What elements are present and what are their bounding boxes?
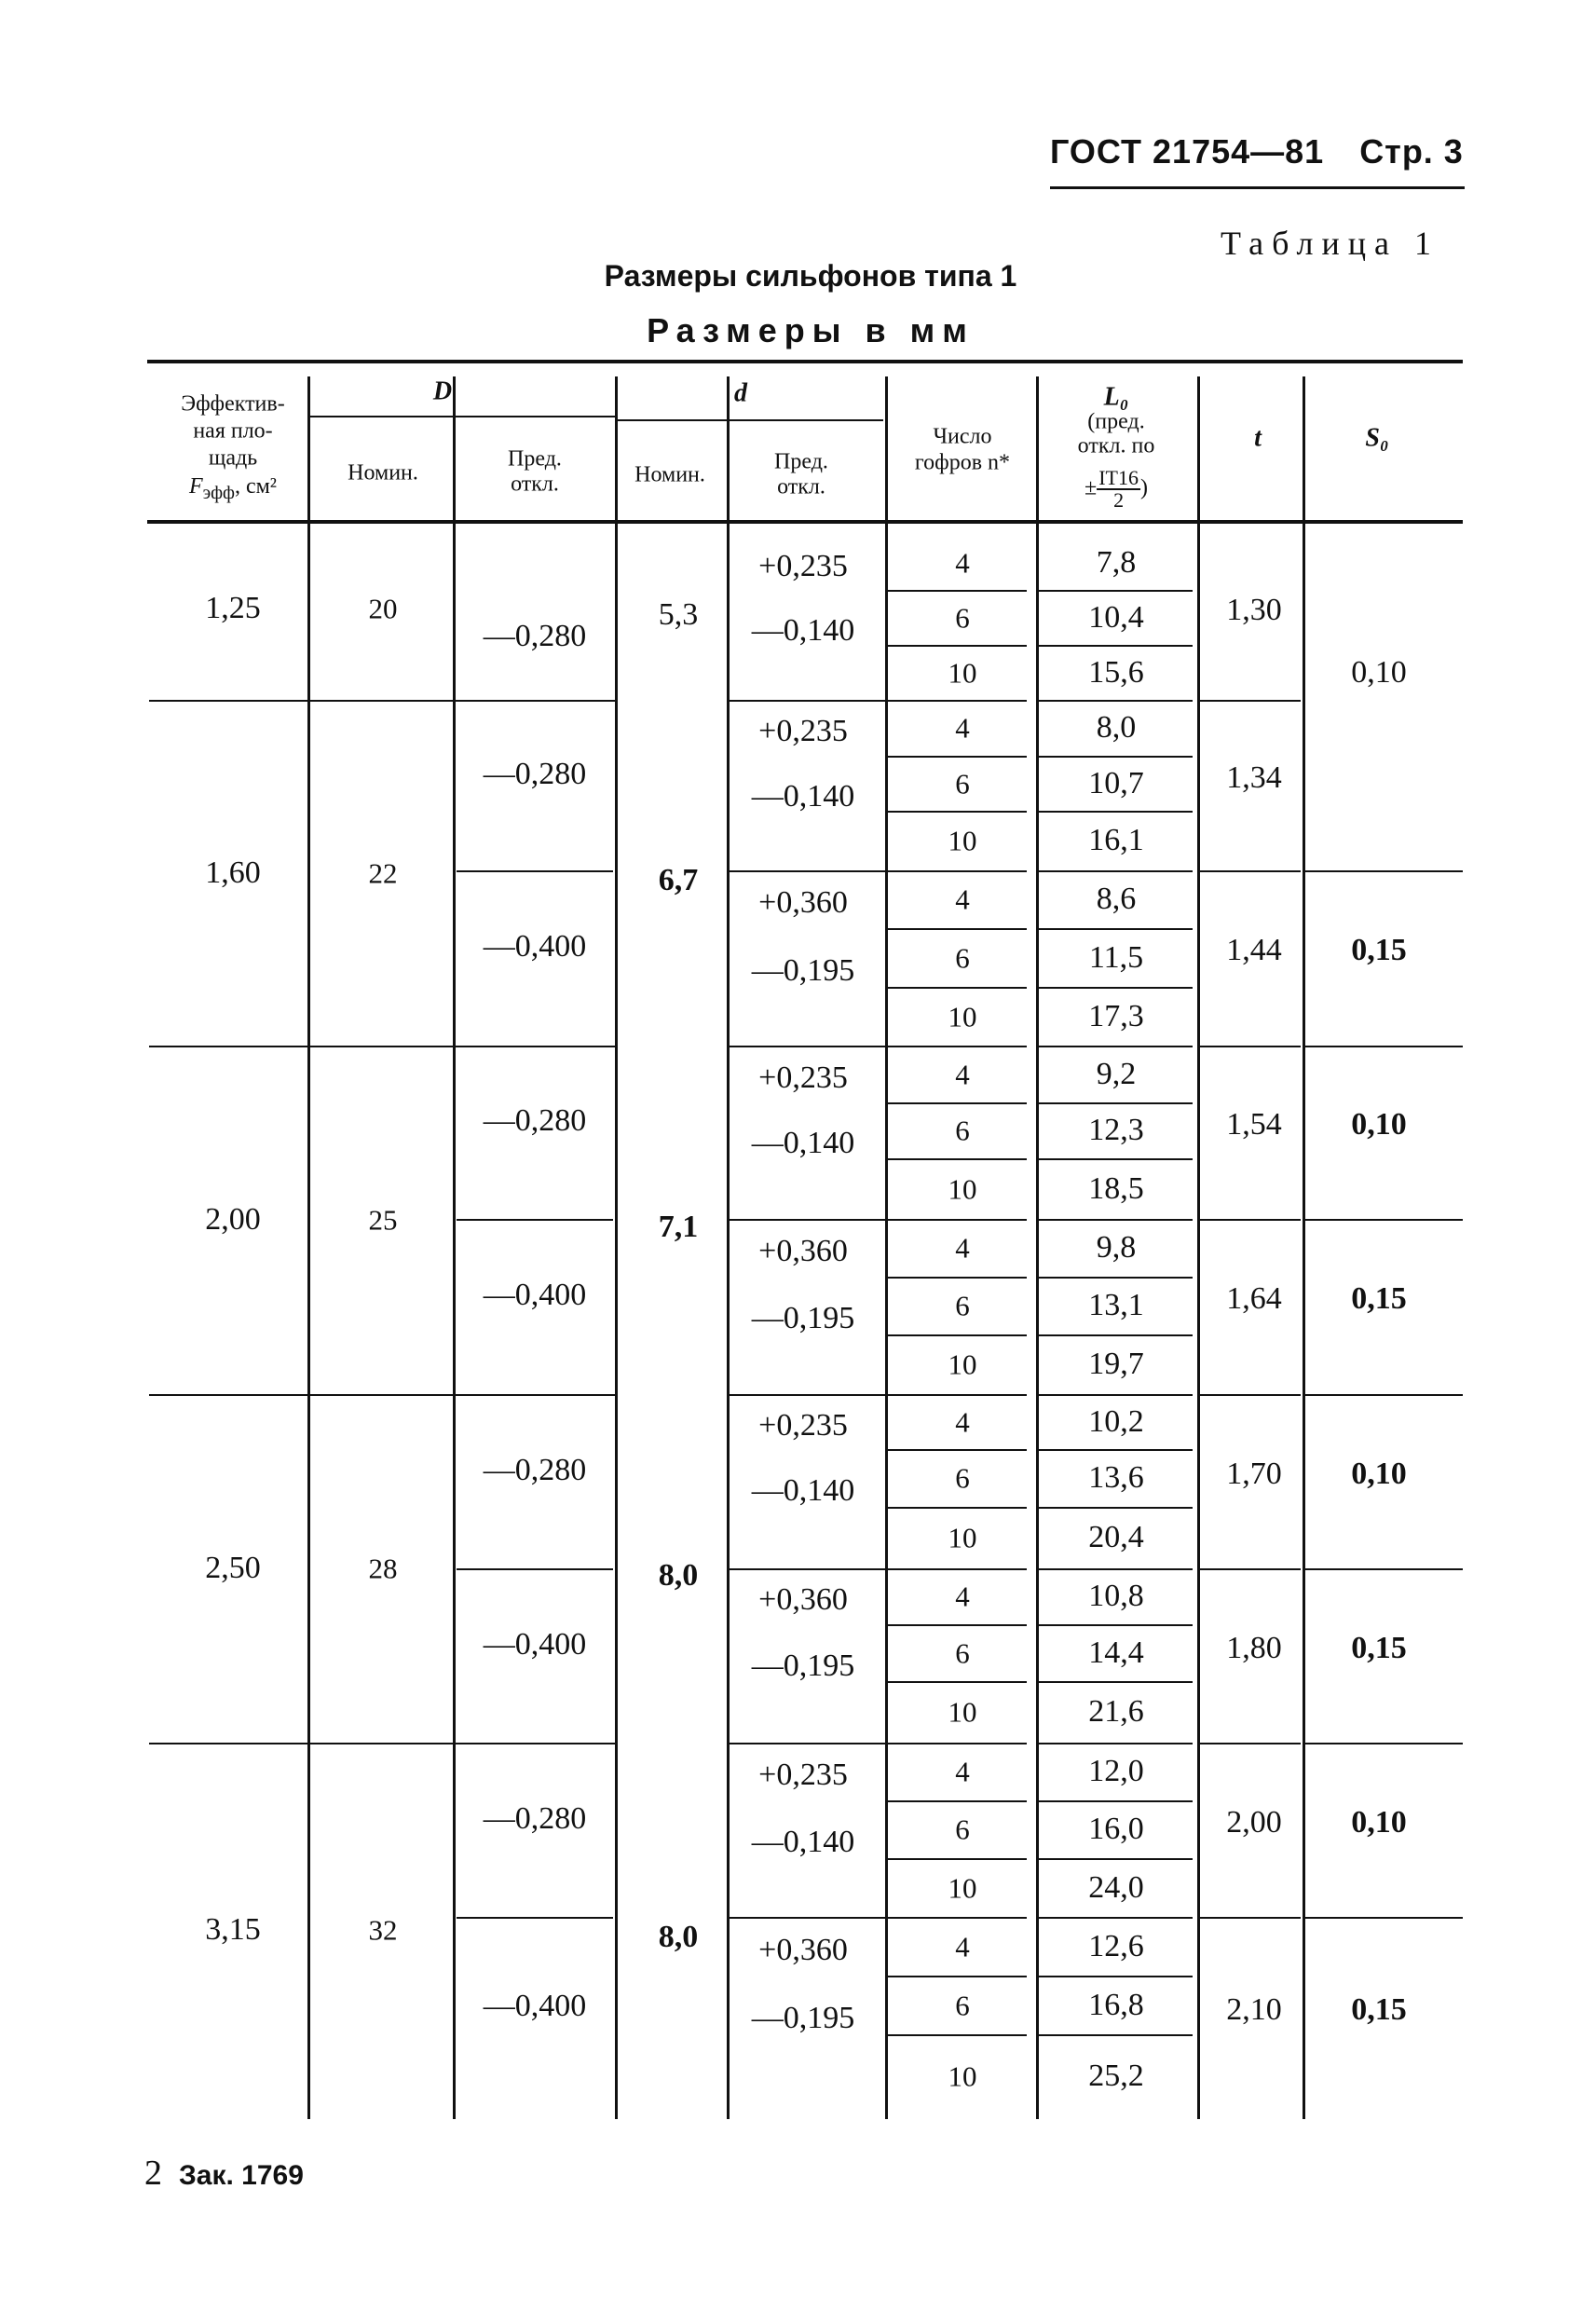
- cell-t: 1,70: [1226, 1456, 1282, 1491]
- L-row-separator: [1039, 1046, 1193, 1047]
- header-area-symbol: $F_{эфф}$, см²: [189, 474, 277, 503]
- header-D-nom: Номин.: [348, 460, 418, 486]
- cell-S0: 0,15: [1351, 1281, 1407, 1316]
- group-separator: [149, 1046, 615, 1047]
- cell-S0: 0,10: [1351, 1107, 1407, 1142]
- cell-L0: 13,6: [1088, 1460, 1144, 1495]
- n-row-separator: [887, 2034, 1027, 2036]
- cell-d-nom: 7,1: [658, 1210, 699, 1244]
- column-rule: [307, 376, 310, 2119]
- d-dev-separator: [729, 1394, 885, 1396]
- cell-area: 3,15: [205, 1912, 261, 1947]
- cell-t: 1,44: [1226, 933, 1282, 967]
- cell-L0: 21,6: [1088, 1694, 1144, 1729]
- L-row-separator: [1039, 756, 1193, 758]
- cell-d-lower: —0,140: [751, 778, 855, 814]
- n-row-separator: [887, 870, 1027, 872]
- s-separator: [1304, 1046, 1463, 1047]
- group-separator: [149, 1394, 615, 1396]
- d-dev-separator: [729, 1743, 885, 1744]
- cell-d-lower: —0,140: [751, 1126, 855, 1160]
- area-symbol: F: [189, 474, 203, 499]
- n-row-separator: [887, 1277, 1027, 1279]
- cell-L0: 16,0: [1088, 1812, 1144, 1846]
- L-row-separator: [1039, 1681, 1193, 1683]
- cell-n: 10: [948, 1000, 977, 1033]
- header-S0: S₀: [1365, 423, 1389, 453]
- header-D-subrule: [309, 416, 615, 417]
- n-row-separator: [887, 1917, 1027, 1919]
- cell-n: 4: [955, 1058, 970, 1090]
- n-row-separator: [887, 1568, 1027, 1570]
- area-unit: см²: [245, 474, 277, 499]
- cell-d-lower: —0,140: [751, 612, 855, 648]
- cell-n: 4: [955, 1755, 970, 1788]
- n-row-separator: [887, 756, 1027, 758]
- cell-n: 4: [955, 1405, 970, 1438]
- tolerance-fraction: [1097, 468, 1140, 511]
- L-row-separator: [1039, 2034, 1193, 2036]
- cell-L0: 11,5: [1088, 939, 1144, 975]
- cell-t: 1,80: [1226, 1630, 1282, 1665]
- cell-L0: 25,2: [1088, 2058, 1144, 2093]
- n-row-separator: [887, 1219, 1027, 1221]
- cell-D-dev: —0,400: [483, 1626, 587, 1662]
- n-row-separator: [887, 1858, 1027, 1860]
- s-separator: [1304, 1394, 1463, 1396]
- block-separator: [457, 1917, 613, 1919]
- header-L0: L₀: [1103, 382, 1129, 412]
- cell-L0: 8,0: [1096, 710, 1137, 745]
- area-subscript: эфф: [202, 482, 235, 503]
- cell-area: 2,50: [205, 1551, 261, 1585]
- n-row-separator: [887, 1624, 1027, 1626]
- n-row-separator: [887, 1743, 1027, 1744]
- cell-n: 4: [955, 1231, 970, 1265]
- L-row-separator: [1039, 1917, 1193, 1919]
- cell-n: 6: [955, 941, 970, 974]
- d-dev-separator: [729, 870, 885, 872]
- L-row-separator: [1039, 1394, 1193, 1396]
- cell-D-dev: —0,280: [483, 1800, 587, 1836]
- group-separator: [149, 1743, 615, 1744]
- cell-d-lower: —0,195: [751, 1301, 855, 1335]
- t-block-separator: [1200, 1046, 1301, 1047]
- cell-L0: 20,4: [1088, 1520, 1144, 1554]
- cell-n: 4: [955, 882, 970, 916]
- cell-d-upper: +0,235: [758, 1060, 848, 1095]
- cell-t: 1,64: [1226, 1281, 1282, 1316]
- cell-L0: 7,8: [1096, 545, 1137, 580]
- L-row-separator: [1039, 700, 1193, 702]
- cell-D-nom: 20: [368, 592, 398, 625]
- cell-n: 6: [955, 1114, 970, 1147]
- cell-d-nom: 8,0: [658, 1558, 699, 1593]
- cell-n: 10: [948, 1521, 977, 1554]
- cell-d-lower: —0,140: [751, 1473, 855, 1508]
- units-caption: Размеры в мм: [647, 311, 975, 349]
- n-row-separator: [887, 590, 1027, 592]
- L-row-separator: [1039, 1976, 1193, 1977]
- order-number: Зак. 1769: [179, 2160, 304, 2191]
- table-number: Таблица 1: [1221, 225, 1439, 262]
- t-block-separator: [1200, 1568, 1301, 1570]
- cell-S0: 0,15: [1351, 1991, 1407, 2027]
- header-d-nom: Номин.: [634, 462, 705, 487]
- cell-L0: 12,0: [1088, 1754, 1144, 1788]
- cell-d-nom: 5,3: [658, 597, 699, 632]
- table-title: Размеры сильфонов типа 1: [604, 259, 1017, 293]
- closing-parenthesis: ): [1139, 475, 1148, 500]
- cell-d-upper: +0,235: [758, 714, 848, 748]
- d-dev-separator: [729, 1046, 885, 1047]
- cell-D-dev: —0,280: [483, 756, 587, 791]
- fraction-numerator: IT16: [1098, 466, 1139, 489]
- cell-n: 6: [955, 1813, 970, 1846]
- s-separator: [1304, 1743, 1463, 1744]
- cell-area: 1,60: [205, 855, 261, 890]
- d-dev-separator: [729, 1917, 885, 1919]
- table-top-rule: [147, 360, 1463, 363]
- cell-L0: 24,0: [1088, 1869, 1144, 1905]
- cell-n: 6: [955, 1289, 970, 1322]
- block-separator: [457, 1219, 613, 1221]
- cell-area: 2,00: [205, 1202, 261, 1237]
- n-row-separator: [887, 645, 1027, 647]
- cell-L0: 12,6: [1088, 1928, 1144, 1963]
- L-row-separator: [1039, 1800, 1193, 1802]
- cell-d-upper: +0,235: [758, 1758, 848, 1792]
- L-row-separator: [1039, 811, 1193, 813]
- cell-n: 4: [955, 711, 970, 745]
- cell-n: 10: [948, 1871, 977, 1904]
- cell-L0: 10,2: [1088, 1403, 1144, 1439]
- cell-L0: 8,6: [1096, 882, 1137, 916]
- cell-D-dev: —0,280: [483, 619, 587, 653]
- cell-S0: 0,10: [1351, 1456, 1407, 1491]
- n-row-separator: [887, 1507, 1027, 1509]
- t-block-separator: [1200, 870, 1301, 872]
- group-separator: [149, 700, 615, 702]
- cell-d-upper: +0,360: [758, 1234, 848, 1268]
- column-rule: [1197, 376, 1200, 2119]
- footer-page-number: 2: [144, 2154, 162, 2193]
- cell-S0: 0,15: [1351, 1630, 1407, 1665]
- n-row-separator: [887, 1681, 1027, 1683]
- cell-t: 1,34: [1226, 759, 1282, 795]
- cell-t: 2,10: [1226, 1991, 1282, 2027]
- header-L0-fraction: [1084, 468, 1148, 511]
- L-row-separator: [1039, 928, 1193, 930]
- n-row-separator: [887, 928, 1027, 930]
- cell-d-upper: +0,360: [758, 1582, 848, 1617]
- fraction-denominator: 2: [1113, 488, 1125, 512]
- cell-n: 4: [955, 546, 970, 580]
- cell-L0: 18,5: [1088, 1170, 1144, 1206]
- page-label: Стр. 3: [1359, 132, 1464, 171]
- running-header: [1050, 132, 1465, 171]
- cell-n: 4: [955, 1930, 970, 1963]
- n-row-separator: [887, 1046, 1027, 1047]
- L-row-separator: [1039, 1102, 1193, 1104]
- L-row-separator: [1039, 870, 1193, 872]
- column-rule: [615, 376, 618, 2119]
- cell-L0: 14,4: [1088, 1635, 1144, 1670]
- cell-d-lower: —0,140: [751, 1825, 855, 1859]
- cell-d-upper: +0,235: [758, 1407, 848, 1443]
- cell-L0: 19,7: [1088, 1347, 1144, 1381]
- header-bottom-rule: [147, 520, 1463, 524]
- header-n-line-1: Число: [933, 424, 992, 449]
- s-separator: [1304, 1219, 1463, 1221]
- plus-minus-sign: ±: [1084, 475, 1098, 500]
- cell-d-lower: —0,195: [751, 1648, 855, 1683]
- n-row-separator: [887, 1976, 1027, 1977]
- cell-n: 10: [948, 1348, 977, 1381]
- t-block-separator: [1200, 1917, 1301, 1919]
- cell-D-dev: —0,280: [483, 1103, 587, 1138]
- header-d-subrule: [617, 419, 883, 421]
- cell-L0: 9,8: [1096, 1230, 1137, 1265]
- block-separator: [457, 1568, 613, 1570]
- n-row-separator: [887, 1158, 1027, 1160]
- header-D-dev-line-1: Пред.: [508, 446, 562, 472]
- cell-L0: 10,7: [1088, 765, 1144, 800]
- cell-D-dev: —0,400: [483, 1278, 587, 1312]
- t-block-separator: [1200, 1743, 1301, 1744]
- L-row-separator: [1039, 590, 1193, 592]
- cell-d-nom: 8,0: [658, 1920, 699, 1954]
- s-separator: [1304, 870, 1463, 872]
- cell-n: 10: [948, 656, 977, 689]
- cell-n: 6: [955, 1636, 970, 1669]
- L-row-separator: [1039, 645, 1193, 647]
- cell-L0: 17,3: [1088, 998, 1144, 1033]
- header-rule: [1050, 186, 1465, 189]
- L-row-separator: [1039, 1449, 1193, 1451]
- cell-D-nom: 25: [368, 1203, 398, 1237]
- cell-S0: 0,10: [1351, 1804, 1407, 1840]
- header-L0-line-2: откл. по: [1077, 433, 1155, 458]
- page-footer: [144, 2153, 304, 2194]
- cell-D-dev: —0,400: [483, 929, 587, 964]
- L-row-separator: [1039, 1334, 1193, 1336]
- cell-n: 10: [948, 824, 977, 857]
- L-row-separator: [1039, 1158, 1193, 1160]
- cell-n: 6: [955, 1461, 970, 1495]
- header-area-line-1: Эффектив-: [181, 391, 285, 417]
- block-separator: [457, 870, 613, 872]
- L-row-separator: [1039, 1507, 1193, 1509]
- header-area-line-3: щадь: [208, 445, 258, 471]
- cell-n: 10: [948, 1695, 977, 1729]
- cell-t: 2,00: [1226, 1804, 1282, 1840]
- n-row-separator: [887, 1800, 1027, 1802]
- column-rule: [1303, 376, 1305, 2119]
- header-d-dev-line-2: откл.: [777, 474, 825, 499]
- cell-d-upper: +0,360: [758, 1932, 848, 1967]
- n-row-separator: [887, 1449, 1027, 1451]
- cell-d-lower: —0,195: [751, 2000, 855, 2035]
- header-D: D: [432, 376, 453, 406]
- L-row-separator: [1039, 987, 1193, 989]
- header-D-dev-line-2: откл.: [511, 472, 559, 497]
- L-row-separator: [1039, 1858, 1193, 1860]
- cell-L0: 12,3: [1088, 1113, 1144, 1147]
- cell-S0: 0,15: [1351, 933, 1407, 967]
- n-row-separator: [887, 987, 1027, 989]
- cell-n: 10: [948, 2059, 977, 2092]
- column-rule: [727, 376, 730, 2119]
- cell-L0: 10,8: [1088, 1579, 1144, 1613]
- header-n-line-2: гофров n*: [914, 450, 1011, 475]
- header-t: t: [1254, 423, 1262, 453]
- cell-L0: 15,6: [1088, 654, 1144, 690]
- d-dev-separator: [729, 1219, 885, 1221]
- t-block-separator: [1200, 1219, 1301, 1221]
- standard-number: ГОСТ 21754—81: [1050, 132, 1325, 171]
- cell-d-nom: 6,7: [658, 862, 699, 897]
- cell-L0: 9,2: [1096, 1056, 1137, 1091]
- n-row-separator: [887, 1334, 1027, 1336]
- header-area-line-2: ная пло-: [193, 418, 273, 444]
- cell-t: 1,30: [1226, 593, 1282, 627]
- cell-L0: 10,4: [1088, 599, 1144, 635]
- cell-D-nom: 32: [368, 1913, 398, 1947]
- t-block-separator: [1200, 1394, 1301, 1396]
- L-row-separator: [1039, 1219, 1193, 1221]
- cell-D-nom: 22: [368, 856, 398, 889]
- cell-L0: 16,1: [1088, 823, 1144, 857]
- L-row-separator: [1039, 1277, 1193, 1279]
- t-block-separator: [1200, 700, 1301, 702]
- cell-n: 6: [955, 601, 970, 634]
- cell-L0: 13,1: [1088, 1288, 1144, 1322]
- d-dev-separator: [729, 700, 885, 702]
- cell-d-upper: +0,360: [758, 885, 848, 920]
- cell-n: 10: [948, 1172, 977, 1205]
- cell-area: 1,25: [205, 591, 261, 625]
- s-separator: [1304, 1917, 1463, 1919]
- cell-D-dev: —0,400: [483, 1988, 587, 2023]
- n-row-separator: [887, 811, 1027, 813]
- cell-L0: 16,8: [1088, 1987, 1144, 2022]
- header-L0-line-1: (пред.: [1087, 409, 1145, 434]
- cell-n: 6: [955, 1989, 970, 2021]
- cell-t: 1,54: [1226, 1107, 1282, 1142]
- header-d-dev-line-1: Пред.: [774, 449, 828, 474]
- n-row-separator: [887, 1102, 1027, 1104]
- cell-D-dev: —0,280: [483, 1452, 587, 1487]
- cell-n: 6: [955, 767, 970, 800]
- cell-n: 4: [955, 1580, 970, 1613]
- header-d: d: [734, 378, 747, 408]
- cell-d-upper: +0,235: [758, 549, 848, 583]
- n-row-separator: [887, 700, 1027, 702]
- s-separator: [1304, 1568, 1463, 1570]
- cell-d-lower: —0,195: [751, 952, 855, 988]
- cell-S0: 0,10: [1351, 654, 1407, 690]
- n-row-separator: [887, 1394, 1027, 1396]
- L-row-separator: [1039, 1568, 1193, 1570]
- L-row-separator: [1039, 1624, 1193, 1626]
- L-row-separator: [1039, 1743, 1193, 1744]
- column-rule: [453, 376, 456, 2119]
- d-dev-separator: [729, 1568, 885, 1570]
- cell-D-nom: 28: [368, 1552, 398, 1585]
